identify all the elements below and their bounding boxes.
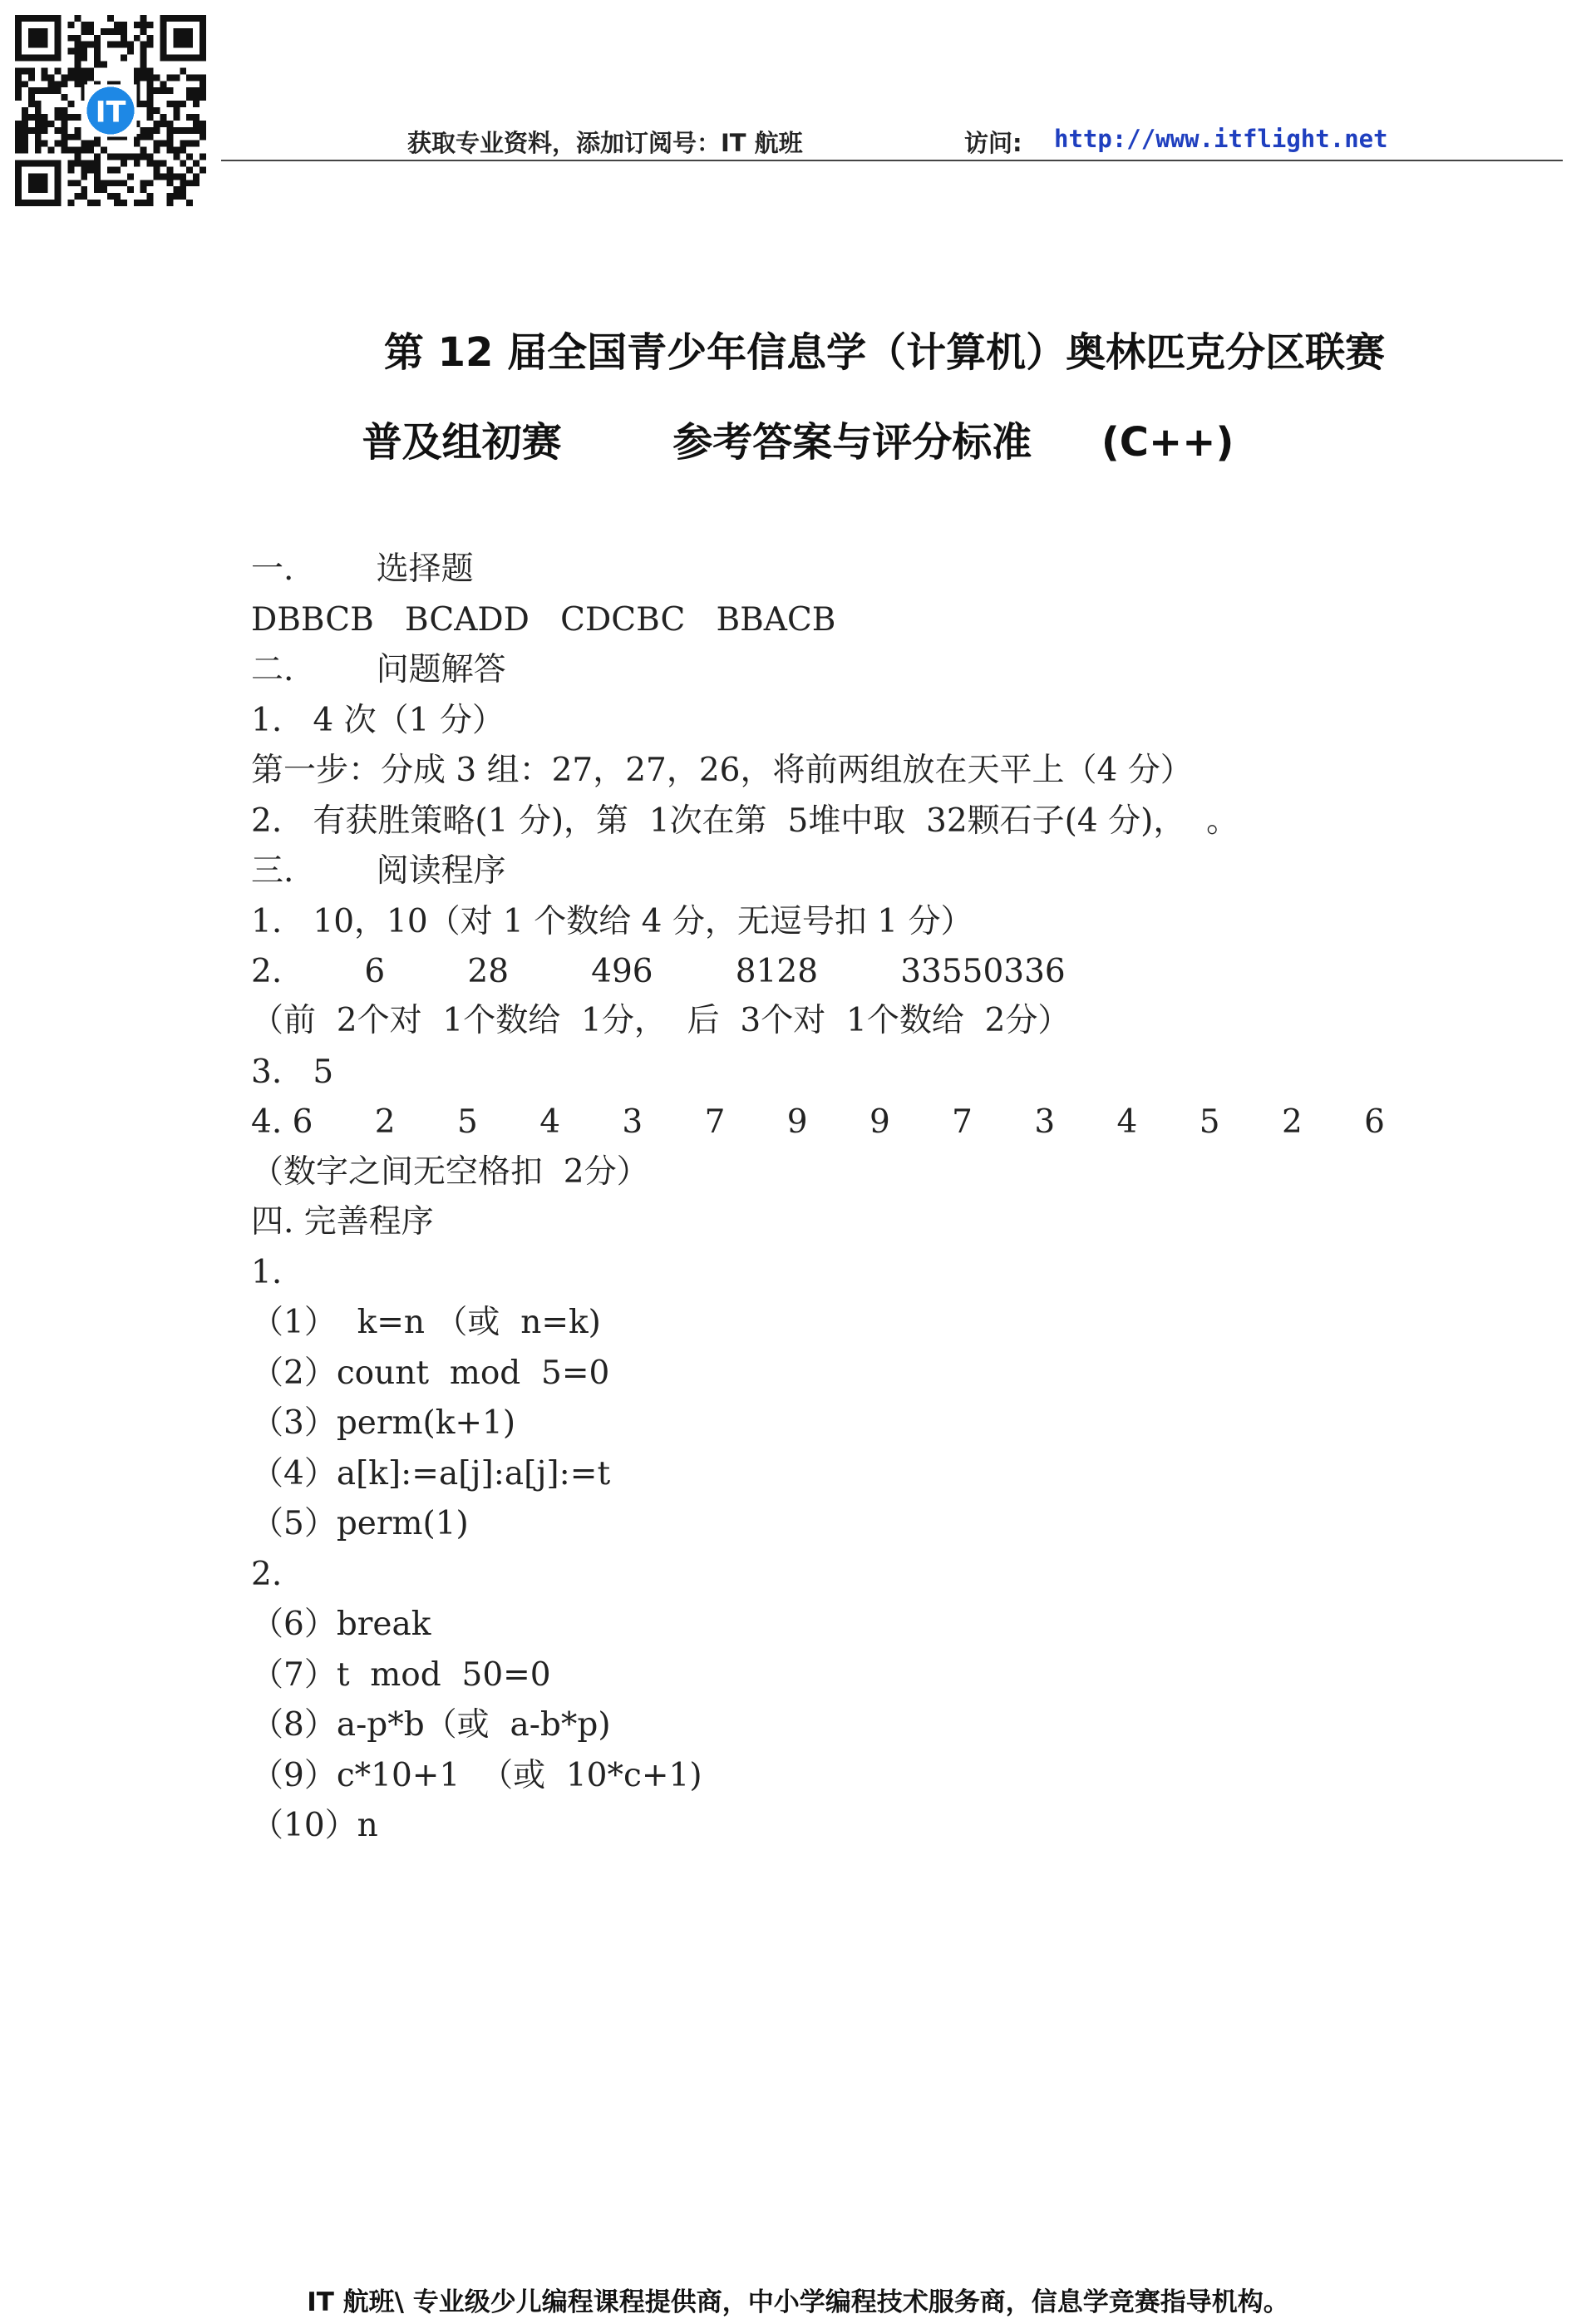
answer-line: （6）break <box>251 1606 431 1643</box>
answer-line: （8）a-p*b（或 a-b*p) <box>251 1706 611 1744</box>
answer-line: （数字之间无空格扣 2分） <box>251 1153 649 1191</box>
header-url-link[interactable]: http://www.itflight.net <box>1054 125 1388 153</box>
answer-line: （前 2个对 1个数给 1分， 后 3个对 1个数给 2分） <box>251 1002 1071 1039</box>
answer-line: 2. 6 28 496 8128 33550336 <box>251 953 1066 990</box>
section-heading-choice: 一. 选择题 <box>251 550 474 588</box>
answer-line: 2. 有获胜策略(1 分)，第 1次在第 5堆中取 32颗石子(4 分)， 。 <box>251 802 1239 840</box>
section-heading-complete: 四. 完善程序 <box>251 1203 434 1241</box>
answer-line: （5）perm(1) <box>251 1505 469 1542</box>
answer-line: 4. 6 2 5 4 3 7 9 9 7 3 4 5 2 6 <box>251 1103 1385 1141</box>
answer-line: （10）n <box>251 1807 378 1844</box>
document-title: 第 12 届全国青少年信息学（计算机）奥林匹克分区联赛 <box>383 329 1386 376</box>
answer-line: （1） k=n （或 n=k) <box>251 1304 601 1341</box>
answer-line: 第一步：分成 3 组：27，27，26，将前两组放在天平上（4 分） <box>251 752 1193 789</box>
answer-line: 3. 5 <box>251 1053 334 1091</box>
answer-line: 1. 4 次（1 分） <box>251 702 505 739</box>
answer-line: 1. <box>251 1254 283 1291</box>
qr-code <box>15 15 206 206</box>
header-divider <box>221 160 1563 161</box>
section-heading-reading: 三. 阅读程序 <box>251 852 506 890</box>
answer-line: 2. <box>251 1556 283 1593</box>
answer-line: （7）t mod 50=0 <box>251 1656 551 1694</box>
document-subtitle: 普及组初赛 参考答案与评分标准 (C++) <box>362 419 1234 466</box>
answer-line: DBBCB BCADD CDCBC BBACB <box>251 601 836 639</box>
qr-logo-text: IT <box>95 96 126 130</box>
footer-text: IT 航班\ 专业级少儿编程课程提供商，中小学编程技术服务商，信息学竞赛指导机构。 <box>307 2287 1289 2317</box>
answer-line: （3）perm(k+1) <box>251 1404 516 1442</box>
section-heading-problems: 二. 问题解答 <box>251 651 506 688</box>
header-subscribe-text: 获取专业资料，添加订阅号：IT 航班 <box>407 129 803 157</box>
answer-line: （4）a[k]:=a[j]:a[j]:=t <box>251 1455 611 1493</box>
header-visit-label: 访问: <box>964 129 1022 157</box>
answer-line: （9）c*10+1 （或 10*c+1) <box>251 1757 702 1794</box>
answer-line: （2）count mod 5=0 <box>251 1354 610 1392</box>
answer-line: 1. 10，10（对 1 个数给 4 分，无逗号扣 1 分） <box>251 903 973 940</box>
